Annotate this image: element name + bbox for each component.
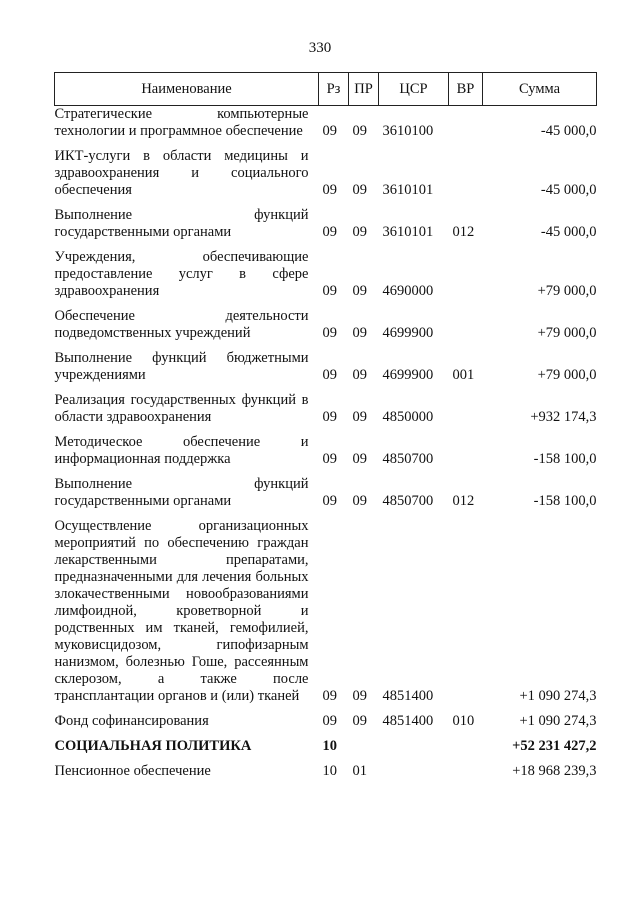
cell-name: Стратегические компьютерные технологии и программное обеспечение bbox=[54, 106, 309, 139]
cell-csr: 4690000 bbox=[382, 283, 434, 299]
cell-sum: +1 090 274,3 bbox=[519, 688, 597, 704]
cell-csr: 4699900 bbox=[382, 367, 434, 383]
cell-csr: 4699900 bbox=[382, 325, 434, 341]
cell-name: Выполнение функций государственными органами bbox=[54, 207, 309, 240]
cell-vr bbox=[449, 510, 483, 705]
cell-csr: 4850000 bbox=[382, 409, 434, 425]
cell-csr: 4850700 bbox=[382, 451, 434, 467]
cell-csr: 4851400 bbox=[382, 713, 434, 729]
cell-rz: 09 bbox=[322, 283, 337, 299]
cell-rz: 10 bbox=[322, 763, 337, 779]
cell-pr: 09 bbox=[352, 123, 367, 139]
cell-pr: 09 bbox=[352, 367, 367, 383]
cell-pr: 09 bbox=[352, 409, 367, 425]
cell-csr: 4850700 bbox=[382, 493, 434, 509]
cell-sum: -45 000,0 bbox=[540, 224, 597, 240]
header-pr: ПР bbox=[349, 73, 379, 106]
cell-sum: +18 968 239,3 bbox=[512, 763, 597, 779]
cell-sum: +79 000,0 bbox=[537, 283, 597, 299]
cell-sum: -45 000,0 bbox=[540, 123, 597, 139]
table-row bbox=[55, 241, 597, 300]
cell-sum: +932 174,3 bbox=[530, 409, 597, 425]
cell-rz: 09 bbox=[322, 451, 337, 467]
cell-pr: 09 bbox=[352, 451, 367, 467]
cell-rz: 09 bbox=[322, 493, 337, 509]
cell-rz: 09 bbox=[322, 688, 337, 704]
cell-vr bbox=[449, 241, 483, 300]
cell-name: Выполнение функций государственными органами bbox=[54, 476, 309, 509]
header-name: Наименование bbox=[55, 73, 319, 106]
cell-pr: 09 bbox=[352, 283, 367, 299]
table-row bbox=[55, 106, 597, 141]
cell-csr: 3610101 bbox=[382, 182, 434, 198]
cell-vr bbox=[449, 106, 483, 141]
cell-vr bbox=[449, 300, 483, 342]
cell-rz: 09 bbox=[322, 409, 337, 425]
cell-sum: -158 100,0 bbox=[533, 451, 597, 467]
cell-sum: +79 000,0 bbox=[537, 325, 597, 341]
header-sum: Сумма bbox=[483, 73, 597, 106]
cell-pr: 09 bbox=[352, 493, 367, 509]
cell-name: Выполнение функций бюджетными учреждениями bbox=[54, 350, 309, 383]
cell-name: Учреждения, обеспечивающие предоставление услуг в сфере здравоохранения bbox=[54, 249, 309, 299]
cell-vr: 012 bbox=[452, 224, 475, 240]
cell-name: СОЦИАЛЬНАЯ ПОЛИТИКА bbox=[54, 738, 252, 754]
cell-rz: 09 bbox=[322, 123, 337, 139]
table-row bbox=[55, 300, 597, 342]
cell-sum: +79 000,0 bbox=[537, 367, 597, 383]
header-csr: ЦСР bbox=[379, 73, 449, 106]
table-row bbox=[55, 199, 597, 241]
cell-vr bbox=[449, 140, 483, 199]
cell-vr bbox=[449, 755, 483, 780]
cell-vr bbox=[449, 730, 483, 755]
budget-table bbox=[54, 72, 597, 780]
cell-name: Реализация государственных функций в области здравоохранения bbox=[54, 392, 309, 425]
cell-name: Фонд софинансирования bbox=[54, 713, 209, 729]
cell-pr: 01 bbox=[352, 763, 367, 779]
cell-csr: 3610101 bbox=[382, 224, 434, 240]
cell-sum: +52 231 427,2 bbox=[512, 738, 597, 754]
cell-vr: 012 bbox=[452, 493, 475, 509]
cell-name: ИКТ-услуги в области медицины и здравоохранения и социального обеспечения bbox=[54, 148, 309, 198]
table-row bbox=[55, 342, 597, 384]
table-header bbox=[55, 73, 597, 106]
table-row bbox=[55, 755, 597, 780]
cell-pr: 09 bbox=[352, 713, 367, 729]
cell-rz: 09 bbox=[322, 367, 337, 383]
cell-pr: 09 bbox=[352, 325, 367, 341]
cell-rz: 09 bbox=[322, 182, 337, 198]
table-row bbox=[55, 384, 597, 426]
table-row bbox=[55, 140, 597, 199]
cell-csr: 3610100 bbox=[382, 123, 434, 139]
cell-name: Методическое обеспечение и информационная поддержка bbox=[54, 434, 309, 467]
table-row bbox=[55, 426, 597, 468]
page-number: 330 bbox=[308, 40, 332, 56]
cell-vr: 010 bbox=[452, 713, 475, 729]
cell-rz: 09 bbox=[322, 224, 337, 240]
cell-vr bbox=[449, 384, 483, 426]
cell-sum: -45 000,0 bbox=[540, 182, 597, 198]
cell-name: Осуществление организационных мероприятий по обеспечению граждан лекарственными препаратами, предназначенными для лечения больных злокачественными новообразованиями лимфоидной, кроветворной и родственных им тканей, гемофилией, муковисцидозом, гипофизарным нанизмом, болезнью Гоше, рассеянным склерозом, а также после трансплантации органов и (или) тканей bbox=[54, 518, 309, 704]
cell-csr bbox=[379, 755, 449, 780]
header-vr: ВР bbox=[449, 73, 483, 106]
cell-pr bbox=[349, 730, 379, 755]
cell-name: Обеспечение деятельности подведомственных учреждений bbox=[54, 308, 309, 341]
cell-pr: 09 bbox=[352, 182, 367, 198]
cell-name: Пенсионное обеспечение bbox=[54, 763, 211, 779]
cell-pr: 09 bbox=[352, 224, 367, 240]
table-row bbox=[55, 730, 597, 755]
cell-rz: 09 bbox=[322, 325, 337, 341]
table-body bbox=[55, 106, 597, 781]
cell-sum: -158 100,0 bbox=[533, 493, 597, 509]
cell-csr bbox=[379, 730, 449, 755]
cell-csr: 4851400 bbox=[382, 688, 434, 704]
cell-pr: 09 bbox=[352, 688, 367, 704]
cell-rz: 10 bbox=[322, 738, 337, 754]
cell-sum: +1 090 274,3 bbox=[519, 713, 597, 729]
cell-vr bbox=[449, 426, 483, 468]
table-row bbox=[55, 468, 597, 510]
table-row bbox=[55, 705, 597, 730]
table-row bbox=[55, 510, 597, 705]
header-rz: Рз bbox=[319, 73, 349, 106]
cell-vr: 001 bbox=[452, 367, 475, 383]
cell-rz: 09 bbox=[322, 713, 337, 729]
